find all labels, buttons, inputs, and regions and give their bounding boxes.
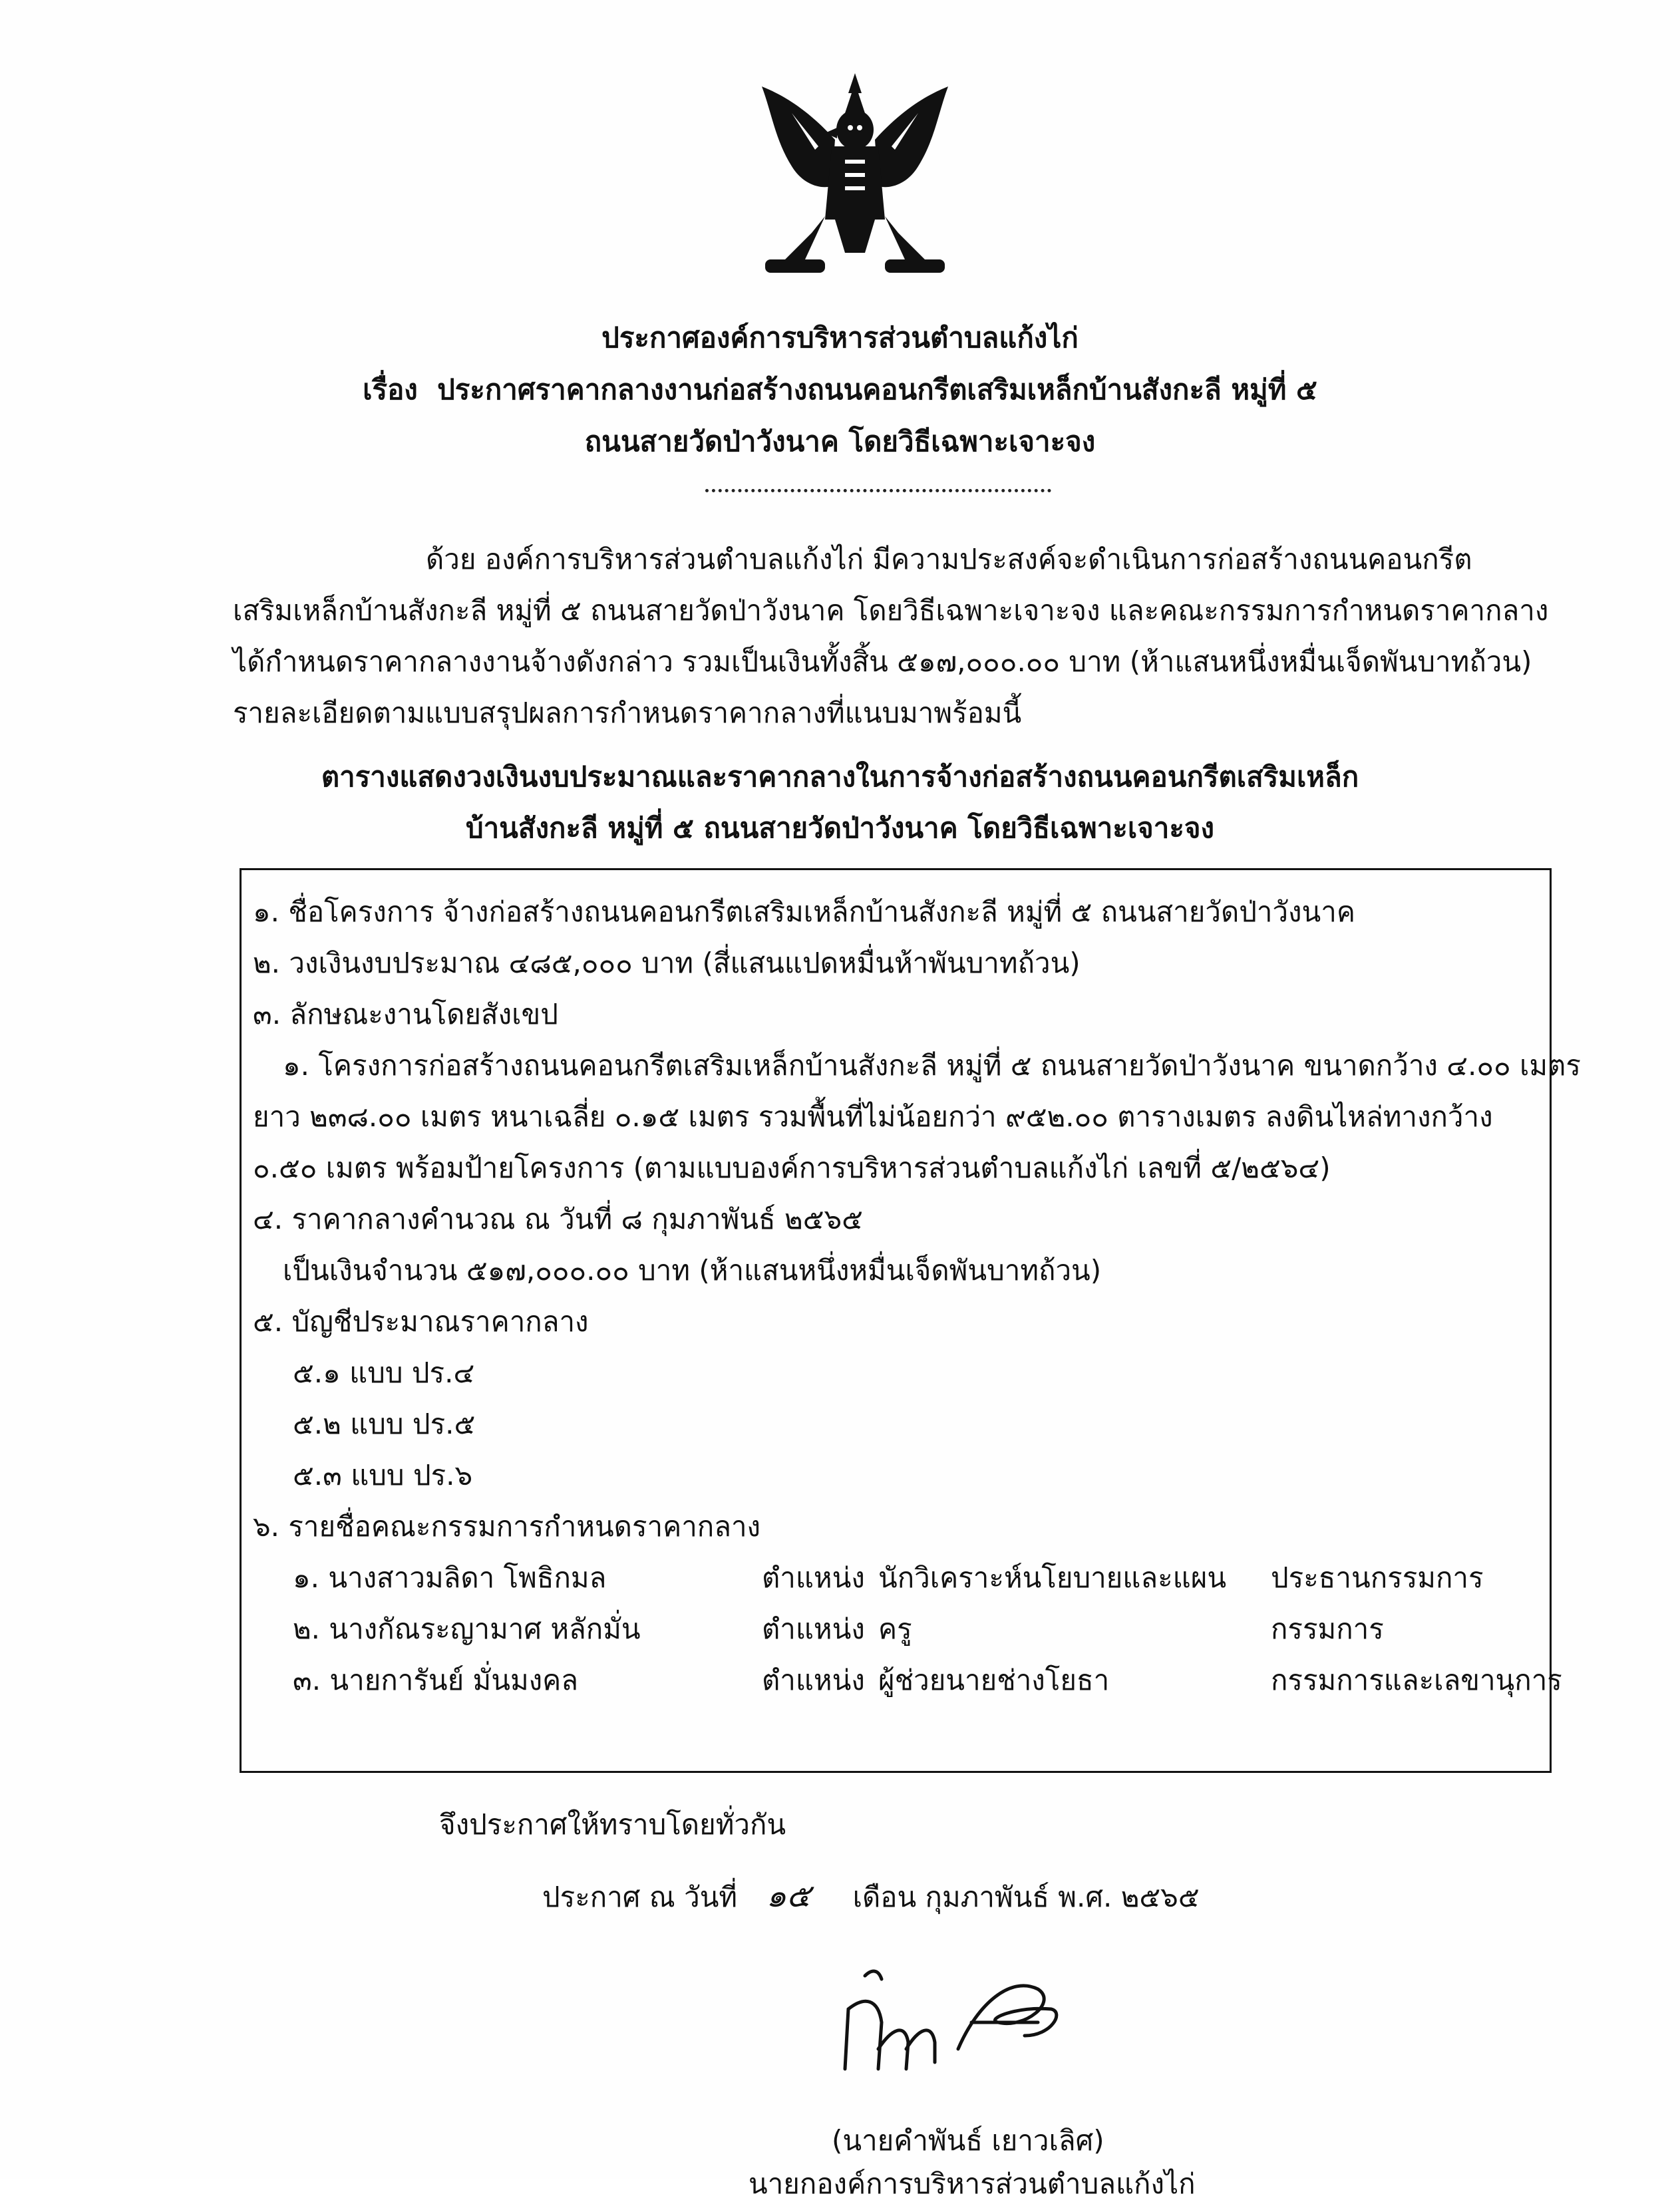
item-median-amount: เป็นเงินจำนวน ๕๑๗,๐๐๐.๐๐ บาท (ห้าแสนหนึ่งหมื่นเจ็ดพันบาทถ้วน) [283,1254,1102,1287]
subject-label: เรื่อง [363,373,418,406]
intro-line-1: ด้วย องค์การบริหารส่วนตำบลแก้งไก่ มีความประสงค์จะดำเนินการก่อสร้างถนนคอนกรีต [426,543,1472,575]
intro-line-4: รายละเอียดตามแบบสรุปผลการกำหนดราคากลางที่แนบมาพร้อมนี้ [233,697,1022,729]
committee-position: นักวิเคราะห์นโยบายและแผน [878,1561,1227,1594]
item-median-price: ๔. ราคากลางคำนวณ ณ วันที่ ๘ กุมภาพันธ์ ๒๕๖๕ [253,1203,863,1235]
committee-position: ผู้ช่วยนายช่างโยธา [878,1664,1110,1696]
subject-line-1: ประกาศราคากลางงานก่อสร้างถนนคอนกรีตเสริมเหล็กบ้านสังกะลี หมู่ที่ ๕ [437,373,1317,406]
item-work-detail-2: ยาว ๒๓๘.๐๐ เมตร หนาเฉลี่ย ๐.๑๕ เมตร รวมพื้นที่ไม่น้อยกว่า ๙๕๒.๐๐ ตารางเมตร ลงดินไหล่ทางกว้าง [253,1100,1493,1133]
item-work-detail-1: ๑. โครงการก่อสร้างถนนคอนกรีตเสริมเหล็กบ้านสังกะลี หมู่ที่ ๕ ถนนสายวัดป่าวังนาค ขนาดกว้าง ๔.๐๐ เมตร [283,1049,1581,1082]
committee-role: กรรมการ [1271,1613,1384,1645]
intro-line-2: เสริมเหล็กบ้านสังกะลี หมู่ที่ ๕ ถนนสายวัดป่าวังนาค โดยวิธีเฉพาะเจาะจง และคณะกรรมการกำหนดราคากลาง [233,594,1549,627]
announcement-closing: จึงประกาศให้ทราบโดยทั่วกัน [439,1808,786,1841]
committee-position-label: ตำแหน่ง [762,1561,865,1594]
date-day: ๑๕ [766,1877,811,1915]
table-title-line-1: ตารางแสดงวงเงินงบประมาณและราคากลางในการจ้างก่อสร้างถนนคอนกรีตเสริมเหล็ก [321,760,1359,793]
intro-line-3: ได้กำหนดราคากลางงานจ้างดังกล่าว รวมเป็นเงินทั้งสิ้น ๕๑๗,๐๐๐.๐๐ บาท (ห้าแสนหนึ่งหมื่นเจ็ดพันบาทถ้วน) [233,645,1532,678]
price-list-item: ๕.๒ แบบ ปร.๕ [293,1408,476,1440]
announcement-date [542,1871,1200,1921]
signer-name: (นายคำพันธ์ เยาวเลิศ) [832,2124,1104,2157]
item-budget: ๒. วงเงินงบประมาณ ๔๘๕,๐๐๐ บาท (สี่แสนแปดหมื่นห้าพันบาทถ้วน) [253,947,1081,979]
committee-name: ๓. นายการันย์ มั่นมงคล [293,1664,578,1696]
committee-position-label: ตำแหน่ง [762,1613,865,1645]
subject-line-2: ถนนสายวัดป่าวังนาค โดยวิธีเฉพาะเจาะจง [584,425,1096,458]
signature-icon [825,1949,1078,2082]
document-title: ประกาศองค์การบริหารส่วนตำบลแก้งไก่ [601,321,1079,354]
committee-role: กรรมการและเลขานุการ [1271,1664,1562,1696]
committee-position: ครู [878,1613,912,1645]
document-subject [0,368,1680,412]
item-work-detail-3: ๐.๕๐ เมตร พร้อมป้ายโครงการ (ตามแบบองค์การบริหารส่วนตำบลแก้งไก่ เลขที่ ๕/๒๕๖๔) [253,1152,1331,1184]
table-title-line-2: บ้านสังกะลี หมู่ที่ ๕ ถนนสายวัดป่าวังนาค โดยวิธีเฉพาะเจาะจง [465,812,1215,844]
garuda-emblem-icon [752,67,958,279]
price-list-item: ๕.๑ แบบ ปร.๔ [293,1356,475,1389]
price-list-item: ๕.๓ แบบ ปร.๖ [293,1459,473,1492]
signer-position: นายกองค์การบริหารส่วนตำบลแก้งไก่ [749,2167,1196,2200]
committee-name: ๒. นางกัณระญามาศ หลักมั่น [293,1613,641,1645]
item-project-name: ๑. ชื่อโครงการ จ้างก่อสร้างถนนคอนกรีตเสริมเหล็กบ้านสังกะลี หมู่ที่ ๕ ถนนสายวัดป่าวังนาค [253,895,1355,928]
item-work-summary: ๓. ลักษณะงานโดยสังเขป [253,998,558,1030]
date-prefix: ประกาศ ณ วันที่ [542,1881,738,1913]
committee-position-label: ตำแหน่ง [762,1664,865,1696]
item-price-list: ๕. บัญชีประมาณราคากลาง [253,1305,589,1338]
committee-role: ประธานกรรมการ [1271,1561,1484,1594]
title-divider [705,489,1051,492]
date-month-year: เดือน กุมภาพันธ์ พ.ศ. ๒๕๖๕ [852,1881,1200,1913]
committee-name: ๑. นางสาวมลิดา โพธิกมล [293,1561,607,1594]
item-committee: ๖. รายชื่อคณะกรรมการกำหนดราคากลาง [253,1510,761,1543]
